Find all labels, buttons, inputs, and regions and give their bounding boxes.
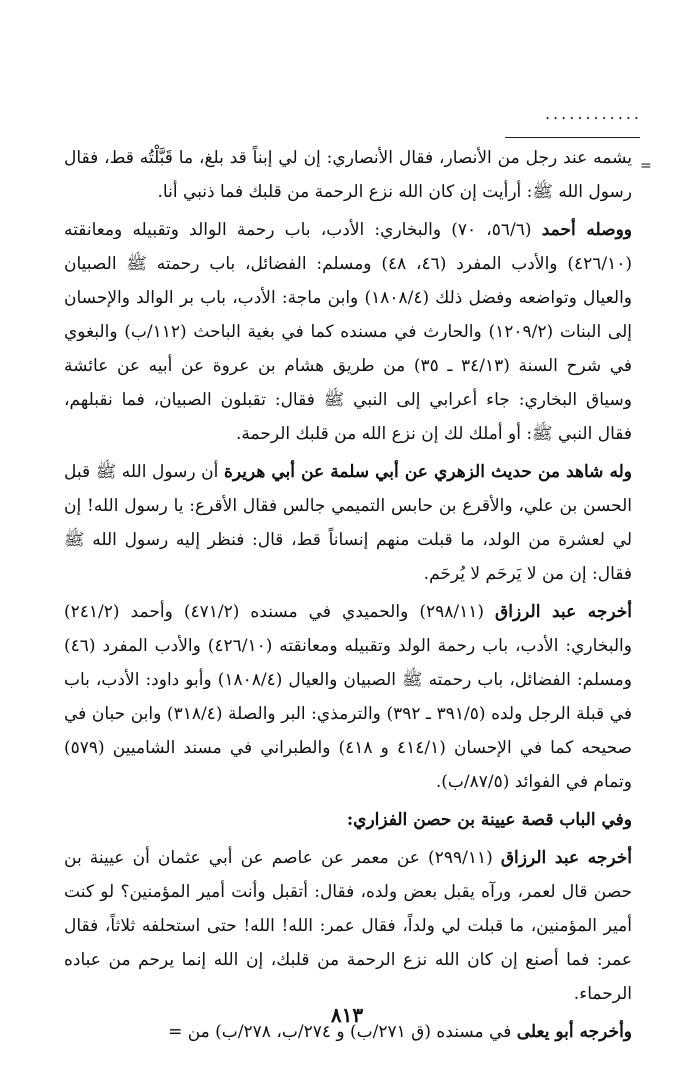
paragraph-body: (٥٦/٦، ٧٠) والبخاري: الأدب، باب رحمة الوالد وتقبيله ومعانقته (٤٢٦/١٠) والأدب المفرد (٤٦، ٤٨) ومسلم: الفضائل، باب رحمته ﷺ الصبيان والعيال وتواضعه وفضل ذلك (١٨٠٨/٤) وابن ماجة: الأدب، باب بر الوالد والإحسان إلى البنات (١٢٠٩/٢) والحارث في مسنده كما في بغية الباحث (١١٢/ب) والبغوي في شرح السنة (٣٤/١٣ ـ ٣٥) من طريق هشام بن عروة عن أبيه عن عائشة وسياق البخاري: جاء أعرابي إلى النبي ﷺ فقال: تقبلون الصبيان، فما نقبلهم، فقال النبي ﷺ: أو أملك لك إن نزع الله من قلبك الرحمة. [64, 220, 633, 444]
page-number: ٨١٣ [330, 1003, 364, 1027]
paragraph-body: في مسنده (ق ٢٧١/ب) و ٢٧٤/ب، ٢٧٨/ب) من = [168, 1022, 517, 1042]
paragraph-body: أن رسول الله ﷺ قبل الحسن بن علي، والأقرع بن حابس التميمي جالس فقال الأقرع: يا رسول الله! إن لي لعشرة من الولد، ما قبلت منهم إنساناً قط، قال: فنظر إليه رسول الله ﷺ فقال: إن من لا يَرحَم لا يُرحَم. [64, 462, 632, 584]
paragraph-6 [64, 841, 632, 1011]
paragraph-lead: أخرجه عبد الرزاق [500, 848, 632, 868]
paragraph-body: (٢٩٨/١١) والحميدي في مسنده (٤٧١/٢) وأحمد (٢٤١/٢) والبخاري: الأدب، باب رحمة الولد وتقبيله ومعانقته (٤٢٦/١٠) والأدب المفرد (٤٦) ومسلم: الفضائل، باب رحمته ﷺ الصبيان والعيال (١٨٠٨/٤) وأبو داود: الأدب، باب في قبلة الرجل ولده (٣٩١/٥ ـ ٣٩٢) والترمذي: البر والصلة (٣١٨/٤) وابن حبان في صحيحه كما في الإحسان (٤١٤/١ و ٤١٨) والطبراني في مسند الشاميين (٥٧٩) وتمام في الفوائد (٨٧/٥/ب). [64, 602, 633, 792]
paragraph-body: يشمه عند رجل من الأنصار، فقال الأنصاري: إن لي إبناً قد بلغ، ما قَبَّلْتُه قط، فقال رسول الله ﷺ: أرأيت إن كان الله نزع الرحمة من قلبك فما ذنبي أنا. [64, 148, 632, 202]
paragraph-lead: وله شاهد من حديث الزهري عن أبي سلمة عن أبي هريرة [223, 462, 632, 482]
paragraph-lead: أخرجه عبد الرزاق [495, 602, 632, 622]
paragraph-4 [64, 595, 632, 799]
paragraph-3 [64, 455, 632, 591]
paragraph-2 [64, 213, 632, 451]
paragraph-lead: وفي الباب قصة عيينة بن حصن الفزاري: [346, 810, 632, 830]
paragraph-1 [64, 141, 632, 209]
footnote-separator-rule [505, 137, 640, 138]
paragraph-body: (٢٩٩/١١) عن معمر عن عاصم عن أبي عثمان أن عيينة بن حصن قال لعمر، ورآه يقبل بعض ولده، فقال: أتقبل وأنت أمير المؤمنين؟ لو كنت أمير المؤمنين، ما قبلت لي ولداً، فقال عمر: الله! الله! حتى استحلفه ثلاثاً، فقال عمر: فما أصنع إن كان الله نزع الرحمة من قلبك، إن الله إنما يرحم من عباده الرحماء. [64, 848, 632, 1004]
header-dots: ............ [544, 104, 642, 123]
paragraph-lead: ووصله أحمد [541, 220, 633, 240]
paragraph-5 [64, 803, 632, 837]
footnote-text [64, 141, 632, 1053]
continuation-marker-top: = [640, 158, 652, 174]
paragraph-lead: وأخرجه أبو يعلى [516, 1022, 632, 1042]
